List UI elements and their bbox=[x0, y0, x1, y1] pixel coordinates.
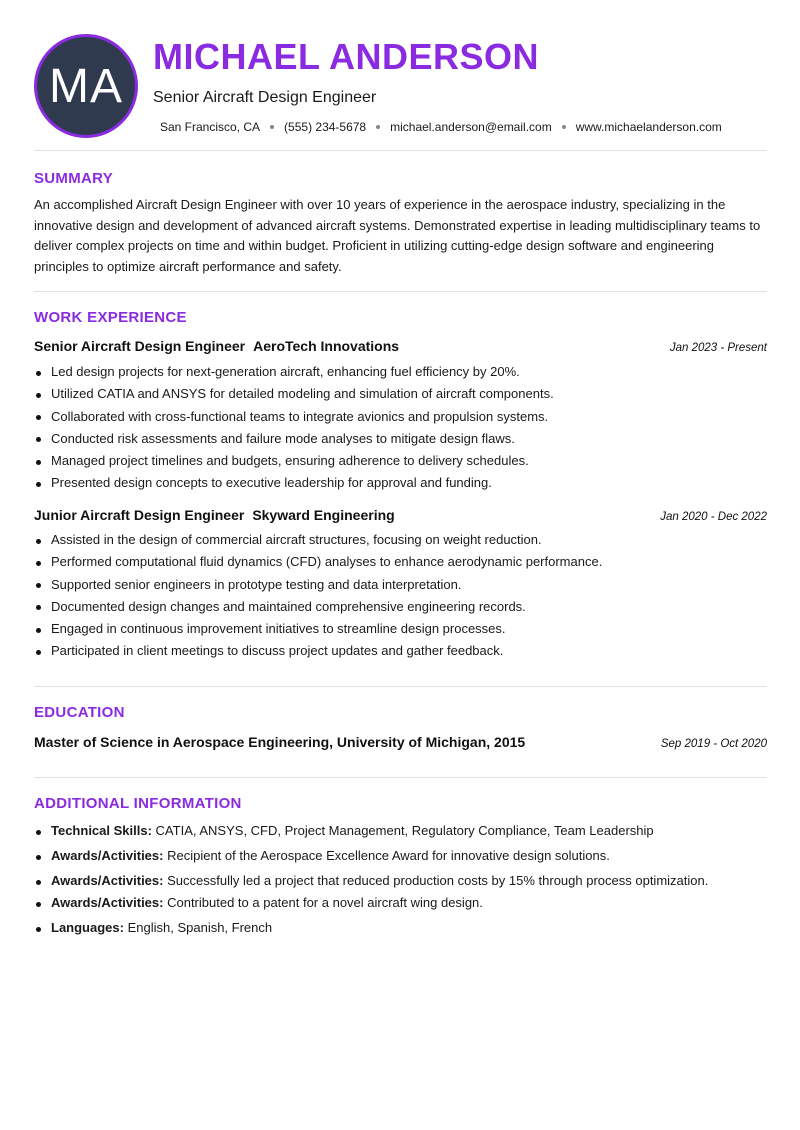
list-item: Managed project timelines and budgets, ensuring adherence to delivery schedules. bbox=[51, 450, 767, 472]
list-item: Collaborated with cross-functional teams to integrate avionics and propulsion systems. bbox=[51, 406, 767, 428]
education-heading: EDUCATION bbox=[34, 704, 125, 721]
list-item: Supported senior engineers in prototype testing and data interpretation. bbox=[51, 574, 767, 596]
contact-info bbox=[160, 120, 722, 134]
job-company: AeroTech Innovations bbox=[253, 338, 400, 354]
list-item: Presented design concepts to executive leadership for approval and funding. bbox=[51, 472, 767, 494]
divider bbox=[34, 150, 767, 151]
job-bullets bbox=[51, 529, 767, 663]
separator-dot-icon bbox=[270, 125, 274, 129]
info-label: Awards/Activities: bbox=[51, 848, 164, 863]
info-label: Languages: bbox=[51, 920, 124, 935]
separator-dot-icon bbox=[376, 125, 380, 129]
additional-info-list bbox=[51, 820, 767, 942]
info-text: Contributed to a patent for a novel aircraft wing design. bbox=[167, 895, 483, 910]
list-item: Documented design changes and maintained comprehensive engineering records. bbox=[51, 596, 767, 618]
education-degree: Master of Science in Aerospace Engineering, University of Michigan, 2015 bbox=[34, 734, 526, 750]
list-item bbox=[51, 892, 767, 917]
job-role: Junior Aircraft Design Engineer bbox=[34, 507, 245, 523]
divider bbox=[34, 777, 767, 778]
additional-info-heading: ADDITIONAL INFORMATION bbox=[34, 795, 242, 812]
list-item bbox=[51, 845, 767, 870]
summary-text: An accomplished Aircraft Design Engineer with over 10 years of experience in the aerospace industry, specializing in the innovative design and development of advanced aircraft systems. Demonstrated expertise in leading multidisciplinary teams to deliver complex projects on time and within budget. Proficient in utilizing cutting-edge design software and engineering principles to optimize aircraft performance and safety. bbox=[34, 197, 761, 274]
list-item bbox=[51, 917, 767, 942]
education-entry bbox=[34, 734, 767, 750]
info-label: Technical Skills: bbox=[51, 823, 152, 838]
contact-phone: (555) 234-5678 bbox=[284, 120, 367, 134]
job-bullets bbox=[51, 361, 767, 495]
list-item: Conducted risk assessments and failure mode analyses to mitigate design flaws. bbox=[51, 428, 767, 450]
summary-heading: SUMMARY bbox=[34, 170, 114, 187]
contact-website[interactable]: www.michaelanderson.com bbox=[575, 120, 722, 134]
list-item: Participated in client meetings to discuss project updates and gather feedback. bbox=[51, 640, 767, 662]
candidate-title: Senior Aircraft Design Engineer bbox=[153, 89, 377, 106]
list-item: Led design projects for next-generation aircraft, enhancing fuel efficiency by 20%. bbox=[51, 361, 767, 383]
list-item bbox=[51, 870, 767, 892]
candidate-name: MICHAEL ANDERSON bbox=[153, 36, 540, 77]
job-header bbox=[34, 507, 767, 523]
education-dates: Sep 2019 - Oct 2020 bbox=[660, 738, 767, 750]
divider bbox=[34, 686, 767, 687]
avatar-initials: MA bbox=[49, 59, 123, 113]
info-text: Successfully led a project that reduced production costs by 15% through process optimization. bbox=[167, 873, 709, 888]
job-role: Senior Aircraft Design Engineer bbox=[34, 338, 246, 354]
list-item: Engaged in continuous improvement initiatives to streamline design processes. bbox=[51, 618, 767, 640]
info-text: CATIA, ANSYS, CFD, Project Management, Regulatory Compliance, Team Leadership bbox=[155, 823, 654, 838]
avatar bbox=[34, 34, 138, 138]
list-item: Performed computational fluid dynamics (CFD) analyses to enhance aerodynamic performance. bbox=[51, 551, 767, 573]
info-text: Recipient of the Aerospace Excellence Award for innovative design solutions. bbox=[167, 848, 610, 863]
contact-location: San Francisco, CA bbox=[160, 120, 261, 134]
list-item: Utilized CATIA and ANSYS for detailed modeling and simulation of aircraft components. bbox=[51, 383, 767, 405]
list-item bbox=[51, 820, 767, 845]
info-label: Awards/Activities: bbox=[51, 873, 164, 888]
separator-dot-icon bbox=[562, 125, 566, 129]
contact-email[interactable]: michael.anderson@email.com bbox=[390, 120, 552, 134]
job-dates: Jan 2023 - Present bbox=[669, 342, 767, 354]
job-company: Skyward Engineering bbox=[252, 507, 395, 523]
info-text: English, Spanish, French bbox=[127, 920, 273, 935]
job-header bbox=[34, 338, 767, 354]
list-item: Assisted in the design of commercial aircraft structures, focusing on weight reduction. bbox=[51, 529, 767, 551]
info-label: Awards/Activities: bbox=[51, 895, 164, 910]
work-experience-heading: WORK EXPERIENCE bbox=[34, 309, 187, 326]
divider bbox=[34, 291, 767, 292]
job-dates: Jan 2020 - Dec 2022 bbox=[660, 511, 767, 523]
